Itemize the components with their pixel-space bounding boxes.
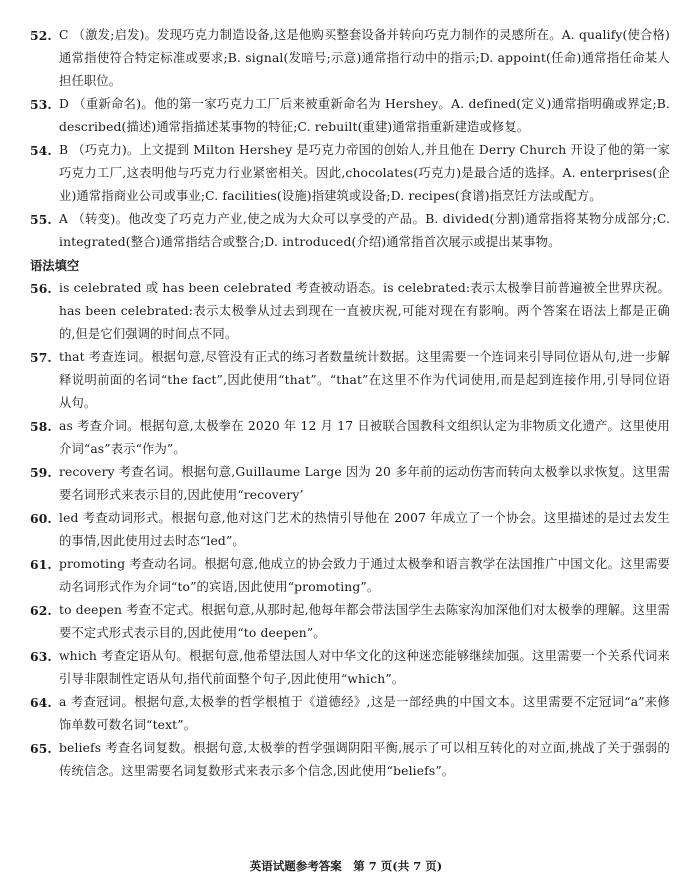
page-footer: 英语试题参考答案 第 7 页(共 7 页) xyxy=(249,859,443,873)
question-number: 55. xyxy=(30,212,52,227)
answer-entry xyxy=(30,461,670,507)
answer-entry xyxy=(30,645,670,691)
answer-explanation: C （激发;启发)。发现巧克力制造设备,这是他购买整套设备并转向巧克力制作的灵感所在。A. qualify(使合格)通常指使符合特定标准或要求;B. signal(发暗号;示意)通常指行动中的指示;D. appoint(任命)通常指任命某人担任职位。 xyxy=(59,28,670,88)
answer-explanation: A （转变)。他改变了巧克力产业,使之成为大众可以享受的产品。B. divided(分割)通常指将某物分成部分;C. integrated(整合)通常指结合或整合;D. introduced(介绍)通常指首次展示或提出某事物。 xyxy=(59,212,670,249)
question-number: 56. xyxy=(30,281,52,296)
question-number: 58. xyxy=(30,419,52,434)
question-number: 64. xyxy=(30,695,52,710)
answer-explanation: recovery 考查名词。根据句意,Guillaume Large 因为 20 多年前的运动伤害而转向太极拳以求恢复。这里需要名词形式来表示目的,因此使用“recovery’ xyxy=(59,465,670,502)
answer-entry xyxy=(30,139,670,208)
question-number: 53. xyxy=(30,97,52,112)
answer-entry xyxy=(30,553,670,599)
answer-explanation: B （巧克力)。上文提到 Milton Hershey 是巧克力帝国的创始人,并且他在 Derry Church 开设了他的第一家巧克力工厂,这表明他与巧克力行业紧密相关。因此,chocolates(巧克力)是最合适的选择。A. enterprises(企业)通常指商业公司或事业;C. facilities(设施)指建筑或设备;D. recipes(食谱)指烹饪方法或配方。 xyxy=(59,143,670,203)
section-title: 语法填空 xyxy=(30,258,80,273)
answer-explanation: beliefs 考查名词复数。根据句意,太极拳的哲学强调阴阳平衡,展示了可以相互转化的对立面,挑战了关于强弱的传统信念。这里需要名词复数形式来表示多个信念,因此使用“beliefs”。 xyxy=(59,741,670,778)
answer-entry xyxy=(30,691,670,737)
question-number: 63. xyxy=(30,649,52,664)
answer-entry xyxy=(30,277,670,346)
answer-entry xyxy=(30,208,670,254)
question-number: 60. xyxy=(30,511,52,526)
question-number: 61. xyxy=(30,557,52,572)
question-number: 54. xyxy=(30,143,52,158)
answer-explanation: which 考查定语从句。根据句意,他希望法国人对中华文化的这种迷恋能够继续加强。这里需要一个关系代词来引导非限制性定语从句,指代前面整个句子,因此使用“which”。 xyxy=(59,649,670,686)
answer-explanation: to deepen 考查不定式。根据句意,从那时起,他每年都会带法国学生去陈家沟加深他们对太极拳的理解。这里需要不定式形式表示目的,因此使用“to deepen”。 xyxy=(59,603,670,640)
answer-entry xyxy=(30,599,670,645)
answer-entry xyxy=(30,415,670,461)
question-number: 62. xyxy=(30,603,52,618)
answer-entry xyxy=(30,507,670,553)
question-number: 59. xyxy=(30,465,52,480)
answer-explanation: led 考查动词形式。根据句意,他对这门艺术的热情引导他在 2007 年成立了一个协会。这里描述的是过去发生的事情,因此使用过去时态“led”。 xyxy=(59,511,670,548)
answer-entry xyxy=(30,24,670,93)
answer-entry xyxy=(30,346,670,415)
answer-entry xyxy=(30,737,670,783)
answer-explanation: as 考查介词。根据句意,太极拳在 2020 年 12 月 17 日被联合国教科文组织认定为非物质文化遗产。这里使用介词“as”表示“作为”。 xyxy=(59,419,670,456)
answer-entry xyxy=(30,93,670,139)
answer-explanation: promoting 考查动名词。根据句意,他成立的协会致力于通过太极拳和语言教学在法国推广中国文化。这里需要动名词形式作为介词“to”的宾语,因此使用“promoting”。 xyxy=(59,557,670,594)
question-number: 57. xyxy=(30,350,52,365)
answer-explanation: that 考查连词。根据句意,尽管没有正式的练习者数量统计数据。这里需要一个连词来引导同位语从句,进一步解释说明前面的名词“the fact”,因此使用“that”。“that”在这里不作为代词使用,而是起到连接作用,引导同位语从句。 xyxy=(59,350,670,410)
answer-explanation: D （重新命名)。他的第一家巧克力工厂后来被重新命名为 Hershey。A. defined(定义)通常指明确或界定;B. described(描述)通常指描述某事物的特征;C. rebuilt(重建)通常指重新建造或修复。 xyxy=(59,97,670,134)
answer-explanation: a 考查冠词。根据句意,太极拳的哲学根植于《道德经》,这是一部经典的中国文本。这里需要不定冠词“a”来修饰单数可数名词“text”。 xyxy=(59,695,670,732)
answer-explanation: is celebrated 或 has been celebrated 考查被动语态。is celebrated:表示太极拳目前普遍被全世界庆祝。has been celebrated:表示太极拳从过去到现在一直被庆祝,可能对现在有影响。两个答案在语法上都是正确的,但是它们强调的时间点不同。 xyxy=(59,281,670,341)
vocabulary-answers xyxy=(30,24,670,254)
question-number: 65. xyxy=(30,741,52,756)
question-number: 52. xyxy=(30,28,52,43)
grammar-answers xyxy=(30,277,670,783)
answer-content xyxy=(30,24,670,783)
